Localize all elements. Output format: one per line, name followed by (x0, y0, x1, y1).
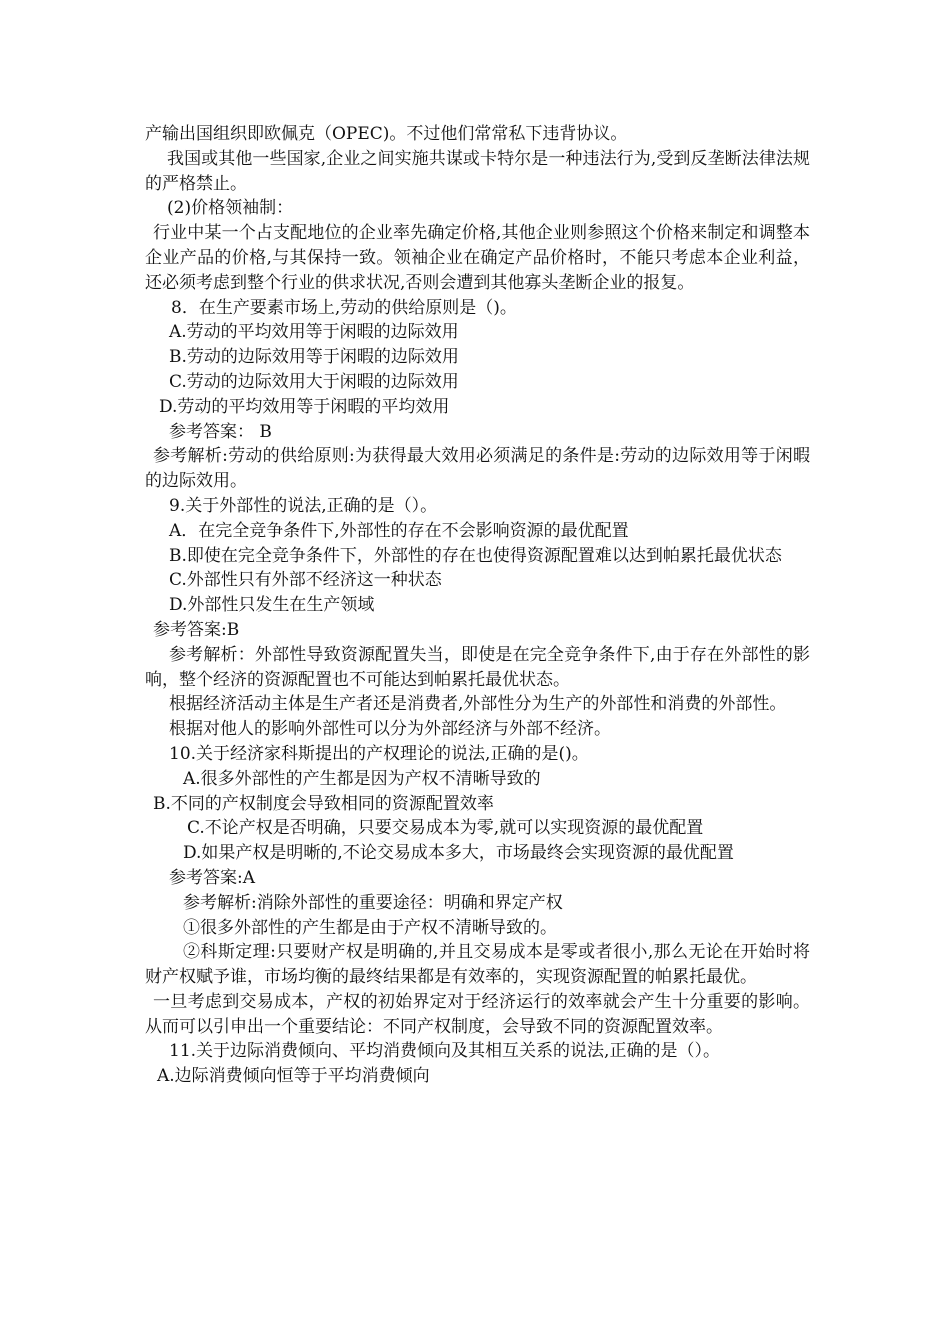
q11-option-a: A.边际消费倾向恒等于平均消费倾向 (157, 1066, 430, 1087)
q10-explanation-2: ②科斯定理:只要财产权是明确的,并且交易成本是零或者很小,那么无论在开始时将财产权赋予谁，市场均衡的最终结果都是有效率的，实现资源配置的帕累托最优。 (145, 942, 810, 988)
q10-option-c: C.不论产权是否明确，只要交易成本为零,就可以实现资源的最优配置 (187, 818, 704, 839)
q8-option-d: D.劳动的平均效用等于闲暇的平均效用 (159, 396, 450, 417)
question-8: 8．在生产要素市场上,劳动的供给原则是（)。 (171, 297, 517, 318)
document-body (145, 122, 810, 1089)
question-9: 9.关于外部性的说法,正确的是（）。 (169, 495, 438, 516)
q10-explanation: 参考解析:消除外部性的重要途径：明确和界定产权 (183, 892, 563, 913)
q8-option-b: B.劳动的边际效用等于闲暇的边际效用 (169, 347, 459, 368)
q10-option-d: D.如果产权是明晰的,不论交易成本多大，市场最终会实现资源的最优配置 (183, 843, 734, 864)
q8-option-c: C.劳动的边际效用大于闲暇的边际效用 (169, 371, 459, 392)
q10-option-a: A.很多外部性的产生都是因为产权不清晰导致的 (183, 768, 541, 789)
question-11: 11.关于边际消费倾向、平均消费倾向及其相互关系的说法,正确的是（）。 (169, 1041, 720, 1062)
line-1: 产输出国组织即欧佩克（OPEC)。不过他们常常私下违背协议。 (145, 124, 628, 144)
q9-explanation: 参考解析：外部性导致资源配置失当，即使是在完全竞争条件下,由于存在外部性的影响，整个经济的资源配置也不可能达到帕累托最优状态。 (145, 644, 810, 690)
q9-option-b: B.即使在完全竞争条件下，外部性的存在也使得资源配置难以达到帕累托最优状态 (169, 545, 782, 566)
q8-option-a: A.劳动的平均效用等于闲暇的边际效用 (169, 322, 459, 343)
question-10: 10.关于经济家科斯提出的产权理论的说法,正确的是()。 (169, 743, 589, 764)
line-3: (2)价格领袖制： (167, 198, 294, 219)
q10-explanation-3: 一旦考虑到交易成本，产权的初始界定对于经济运行的效率就会产生十分重要的影响。从而可以引申出一个重要结论：不同产权制度，会导致不同的资源配置效率。 (145, 991, 810, 1037)
q8-explanation: 参考解析:劳动的供给原则:为获得最大效用必须满足的条件是:劳动的边际效用等于闲暇的边际效用。 (145, 446, 810, 492)
line-2: 我国或其他一些国家,企业之间实施共谋或卡特尔是一种违法行为,受到反垄断法律法规的严格禁止。 (145, 148, 810, 194)
q9-explanation-3: 根据对他人的影响外部性可以分为外部经济与外部不经济。 (169, 719, 611, 740)
line-4: 行业中某一个占支配地位的企业率先确定价格,其他企业则参照这个价格来制定和调整本企业产品的价格,与其保持一致。领袖企业在确定产品价格时，不能只考虑本企业利益，还必须考虑到整个行业的供求状况,否则会遭到其他寡头垄断企业的报复。 (145, 223, 810, 293)
q9-option-c: C.外部性只有外部不经济这一种状态 (169, 570, 442, 591)
q10-explanation-1: ①很多外部性的产生都是由于产权不清晰导致的。 (183, 917, 557, 938)
q9-option-a: A．在完全竞争条件下,外部性的存在不会影响资源的最优配置 (169, 520, 629, 541)
q9-option-d: D.外部性只发生在生产领域 (169, 595, 375, 616)
q10-answer: 参考答案:A (169, 867, 256, 888)
q9-explanation-2: 根据经济活动主体是生产者还是消费者,外部性分为生产的外部性和消费的外部性。 (169, 694, 787, 715)
q8-answer: 参考答案： B (169, 421, 272, 442)
q9-answer: 参考答案:B (153, 619, 240, 640)
q10-option-b: B.不同的产权制度会导致相同的资源配置效率 (153, 793, 494, 814)
